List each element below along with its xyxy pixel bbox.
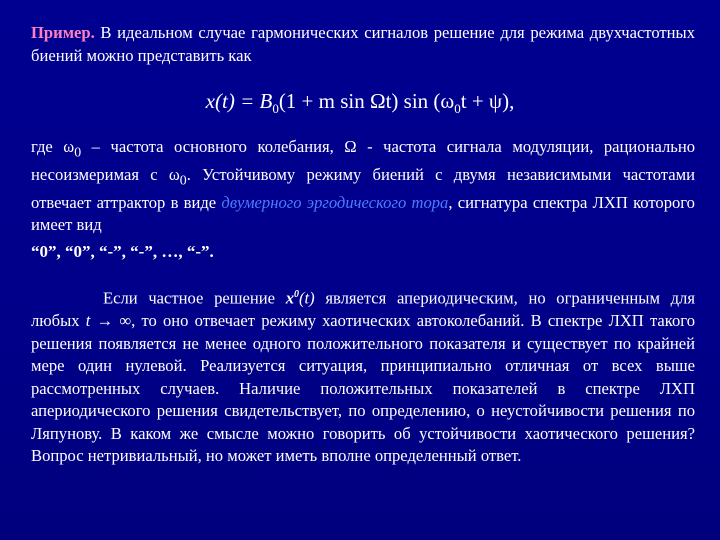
p3-text-1: Если частное решение	[103, 288, 286, 308]
chaos-paragraph	[31, 284, 695, 468]
p2-text-1: где ω	[31, 137, 75, 156]
torus-term: двумерного эргодического тора	[221, 192, 449, 212]
definitions-paragraph	[31, 136, 695, 237]
p3-text-2: является апериодическим, но ограниченным для любых	[31, 288, 695, 331]
intro-text: В идеальном случае гармонических сигналов решение для режима двухчастотных биений можно представить как	[31, 23, 695, 65]
formula-end: t + ψ),	[460, 89, 515, 113]
intro-paragraph	[31, 22, 695, 67]
p3-text-3: , то оно отвечает режиму хаотических автоколебаний. В спектре ЛХП такого решения появляется не менее одного положительного показателя и существует по крайней мере один нулевой. Реализуется ситуация, принципиально отличная от всех выше рассмотренных случаев. Наличие положительных показателей в спектре ЛХП апериодического решения свидетельствует, по определению, о неустойчивости решения по Ляпунову. В каком же смысле можно говорить об устойчивости хаотического решения? Вопрос нетривиальный, но может иметь вполне определенный ответ.	[31, 311, 695, 466]
p2-sub-2: 0	[179, 172, 187, 188]
p2-text-2: – частота основного колебания, Ω - частота сигнала модуляции, рационально несоизмеримая с ω	[31, 137, 696, 184]
p3-x-sup: 0	[293, 289, 299, 300]
beat-formula	[0, 88, 720, 122]
p3-x-var: x	[285, 288, 294, 308]
formula-sub-omega: 0	[454, 101, 461, 117]
p2-sub-1: 0	[74, 144, 82, 160]
formula-sub-b: 0	[272, 101, 279, 117]
formula-lhs: x(t) = B	[205, 89, 273, 113]
p3-x-arg: (t)	[298, 288, 315, 308]
formula-mid: (1 + m sin Ωt) sin (ω	[278, 89, 455, 113]
example-label: Пример.	[31, 23, 95, 42]
spectrum-signature: “0”, “0”, “-”, “-”, …, “-”.	[31, 242, 214, 261]
p3-t-var: t	[85, 311, 91, 331]
p2-text-4: , сигнатура спектра ЛХП которого имеет вид	[31, 192, 695, 235]
p3-arrow: → ∞	[90, 311, 132, 331]
p2-text-3: . Устойчивому режиму биений с двумя независимыми частотами отвечает аттрактор в виде	[31, 164, 695, 212]
